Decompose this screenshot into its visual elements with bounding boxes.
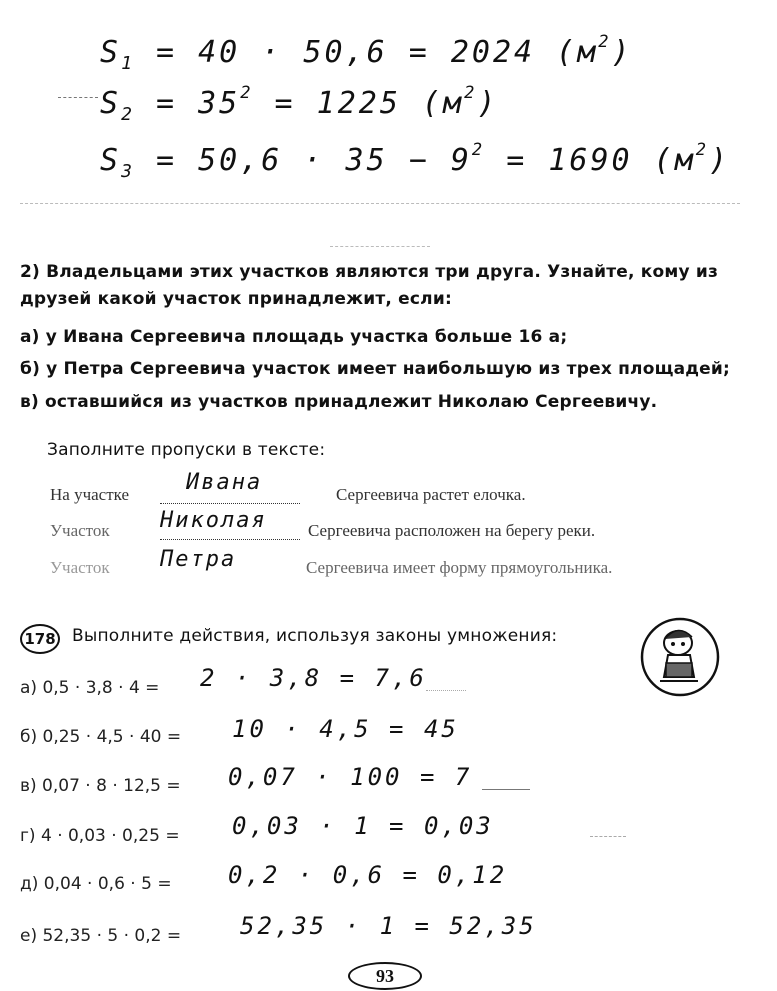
task2-condition-b: б) у Петра Сергеевича участок имеет наибольшую из трех площадей; <box>20 359 731 379</box>
task2-intro-line2: друзей какой участок принадлежит, если: <box>20 289 452 309</box>
exercise-d-answer: 0,03 · 1 = 0,03 <box>232 812 494 840</box>
exercise-e-answer: 0,2 · 0,6 = 0,12 <box>228 861 508 889</box>
fill-row-2-blank <box>160 539 300 540</box>
fill-row-2-prefix: Участок <box>50 521 110 540</box>
page-number: 93 <box>348 962 422 990</box>
formula-s1: $S_1 = 40 \cdot 50,6 = 2024$ $(м^2)$ <box>100 32 633 74</box>
boy-reading-icon <box>638 615 722 703</box>
fill-row-3-prefix: Участок <box>50 558 110 577</box>
exercise-b-answer: 10 · 4,5 = 45 <box>232 715 459 743</box>
ruling-line <box>58 97 98 98</box>
exercise-b-expr: б) 0,25 · 4,5 · 40 = <box>20 727 182 747</box>
fill-row-1-answer: Ивана <box>186 470 263 495</box>
fill-row-3-answer: Петра <box>160 547 237 572</box>
formula-s3: $S_3 = 50,6 \cdot 35 - 9^2 = 1690$ $(м^2)$ <box>100 140 731 182</box>
ruling-line <box>20 203 740 204</box>
task2-condition-c: в) оставшийся из участков принадлежит Николаю Сергеевичу. <box>20 392 658 412</box>
fill-heading: Заполните пропуски в тексте: <box>47 440 326 460</box>
fill-row-1-prefix: На участке <box>50 485 130 504</box>
fill-row-2-answer: Николая <box>160 508 267 533</box>
fill-row-3-suffix: Сергеевича имеет форму прямоугольника. <box>306 558 613 577</box>
fill-row-1-blank <box>160 503 300 504</box>
formula-s2: $S_2 = 35^2 = 1225$ $(м^2)$ <box>100 83 499 125</box>
exercise-c-line <box>482 789 530 790</box>
exercise-d-line <box>590 836 626 837</box>
task178-instruction: Выполните действия, используя законы умножения: <box>72 626 558 646</box>
task2-intro-line1: 2) Владельцами этих участков являются три друга. Узнайте, кому из <box>20 262 719 282</box>
exercise-a-expr: а) 0,5 · 3,8 · 4 = <box>20 678 160 698</box>
task2-condition-a: а) у Ивана Сергеевича площадь участка больше 16 а; <box>20 327 568 347</box>
exercise-a-line <box>426 690 466 691</box>
exercise-a-answer: 2 · 3,8 = 7,6 <box>200 664 427 692</box>
fill-row-1-suffix: Сергеевича растет елочка. <box>336 485 526 504</box>
fill-row-2-suffix: Сергеевича расположен на берегу реки. <box>308 521 596 540</box>
exercise-c-expr: в) 0,07 · 8 · 12,5 = <box>20 776 181 796</box>
exercise-c-answer: 0,07 · 100 = 7 <box>228 763 473 791</box>
ruling-line <box>330 246 430 247</box>
exercise-d-expr: г) 4 · 0,03 · 0,25 = <box>20 826 180 846</box>
exercise-f-expr: е) 52,35 · 5 · 0,2 = <box>20 926 182 946</box>
exercise-e-expr: д) 0,04 · 0,6 · 5 = <box>20 874 172 894</box>
task-number-badge: 178 <box>20 624 60 654</box>
exercise-f-answer: 52,35 · 1 = 52,35 <box>240 912 537 940</box>
